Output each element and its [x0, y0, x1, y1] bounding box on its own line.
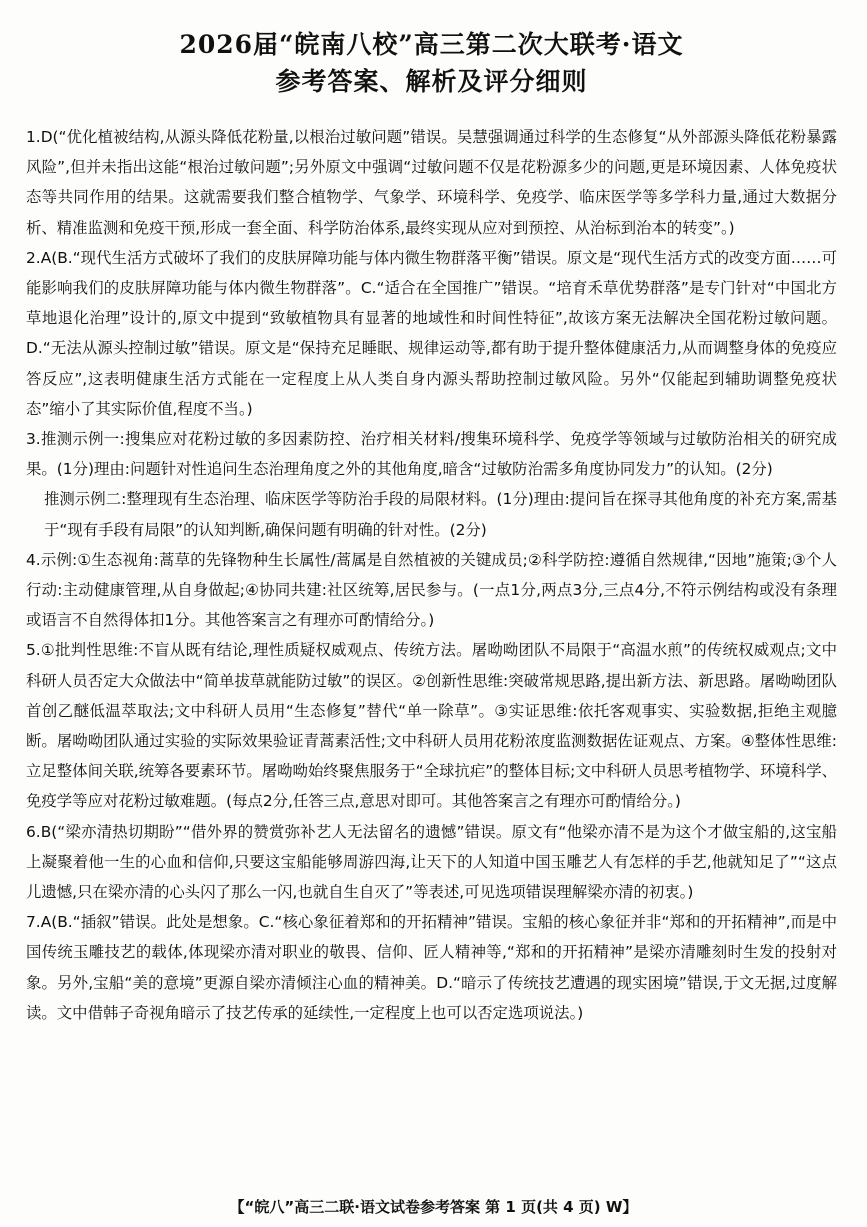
answer-item — [26, 635, 837, 816]
page-footer: 【“皖八”高三二联·语文试卷参考答案 第 1 页(共 4 页) W】 — [229, 1198, 638, 1216]
answer-text: ①批判性思维:不盲从既有结论,理性质疑权威观点、传统方法。屠呦呦团队不局限于“高温水煎”的传统权威观点;文中科研人员否定大众做法中“简单拔草就能防过敏”的误区。②创新性思维:突破常规思路,提出新方法、新思路。屠呦呦团队首创乙醚低温萃取法;文中科研人员用“生态修复”替代“单一除草”。③实证思维:依托客观事实、实验数据,拒绝主观臆断。屠呦呦团队通过实验的实际效果验证青蒿素活性;文中科研人员用花粉浓度监测数据佐证观点、方案。④整体性思维:立足整体间关联,统筹各要素环节。屠呦呦始终聚焦服务于“全球抗疟”的整体目标;文中科研人员思考植物学、环境科学、免疫学等应对花粉过敏难题。(每点2分,任答三点,意思对即可。其他答案言之有理亦可酌情给分。) — [26, 641, 837, 811]
answer-item — [26, 545, 837, 636]
answer-number: 2. — [26, 248, 41, 267]
answer-number: 6. — [26, 822, 41, 841]
answer-item — [26, 907, 837, 1028]
answer-text: B(“梁亦清热切期盼”“借外界的赞赏弥补艺人无法留名的遗憾”错误。原文有“他梁亦清不是为这个才做宝船的,这宝船上凝聚着他一生的心血和信仰,只要这宝船能够周游四海,让天下的人知道中国玉雕艺人有怎样的手艺,他就知足了”“这点儿遗憾,只在梁亦清的心头闪了那么一闪,也就自生自灭了”等表述,可见选项错误理解梁亦清的初衷。) — [26, 822, 837, 902]
answer-text: A(B.“现代生活方式破坏了我们的皮肤屏障功能与体内微生物群落平衡”错误。原文是“现代生活方式的改变方面……可能影响我们的皮肤屏障功能与体内微生物群落”。C.“适合在全国推广”错误。“培育禾草优势群落”是专门针对“中国北方草地退化治理”设计的,原文中提到“致敏植物具有显著的地域性和时间性特征”,故该方案无法解决全国花粉过敏问题。D.“无法从源头控制过敏”错误。原文是“保持充足睡眠、规律运动等,都有助于提升整体健康活力,从而调整身体的免疫应答反应”,这表明健康生活方式能在一定程度上从人类自身内源头帮助控制过敏风险。另外“仅能起到辅助调整免疫状态”缩小了其实际价值,程度不当。) — [26, 248, 837, 418]
document-title: 2026届“皖南八校”高三第二次大联考·语文 — [179, 30, 684, 59]
answer-text: 推测示例一:搜集应对花粉过敏的多因素防控、治疗相关材料/搜集环境科学、免疫学等领域与过敏防治相关的研究成果。(1分)理由:问题针对性追问生态治理角度之外的其他角度,暗含“过敏防治需多角度协同发力”的认知。(2分) — [26, 430, 837, 479]
answer-number: 3. — [26, 430, 41, 449]
answer-number: 1. — [26, 128, 41, 146]
answer-text: 示例:①生态视角:蒿草的先锋物种生长属性/蒿属是自然植被的关键成员;②科学防控:遵循自然规律,“因地”施策;③个人行动:主动健康管理,从自身做起;④协同共建:社区统筹,居民参与。(一点1分,两点3分,三点4分,不符示例结构或没有条理或语言不自然得体扣1分。其他答案言之有理亦可酌情给分。) — [26, 550, 837, 630]
answer-item — [26, 243, 837, 424]
answer-number: 4. — [26, 550, 41, 569]
answer-text: D(“优化植被结构,从源头降低花粉量,以根治过敏问题”错误。吴慧强调通过科学的生态修复“从外部源头降低花粉暴露风险”,但并未指出这能“根治过敏问题”;另外原文中强调“过敏问题不仅是花粉源多少的问题,更是环境因素、人体免疫状态等共同作用的结果。这就需要我们整合植物学、气象学、环境科学、免疫学、临床医学等多学科力量,通过大数据分析、精准监测和免疫干预,形成一套全面、科学防治体系,最终实现从应对到预控、从治标到治本的转变”。) — [26, 128, 837, 237]
answer-item — [26, 424, 837, 484]
answer-item — [44, 484, 837, 544]
answer-number: 5. — [26, 641, 41, 660]
answer-number: 7. — [26, 913, 41, 932]
answer-item — [26, 122, 837, 243]
answer-list — [26, 122, 837, 1028]
answer-text: A(B.“插叙”错误。此处是想象。C.“核心象征着郑和的开拓精神”错误。宝船的核心象征并非“郑和的开拓精神”,而是中国传统玉雕技艺的载体,体现梁亦清对职业的敬畏、信仰、匠人精神等,“郑和的开拓精神”是梁亦清雕刻时生发的投射对象。另外,宝船“美的意境”更源自梁亦清倾注心血的精神美。D.“暗示了传统技艺遭遇的现实困境”错误,于文无据,过度解读。文中借韩子奇视角暗示了技艺传承的延续性,一定程度上也可以否定选项说法。) — [26, 913, 837, 1022]
answer-item — [26, 817, 837, 908]
answer-text: 推测示例二:整理现有生态治理、临床医学等防治手段的局限材料。(1分)理由:提问旨在探寻其他角度的补充方案,需基于“现有手段有局限”的认知判断,确保问题有明确的针对性。(2分) — [44, 490, 837, 539]
document-subtitle: 参考答案、解析及评分细则 — [275, 67, 588, 96]
